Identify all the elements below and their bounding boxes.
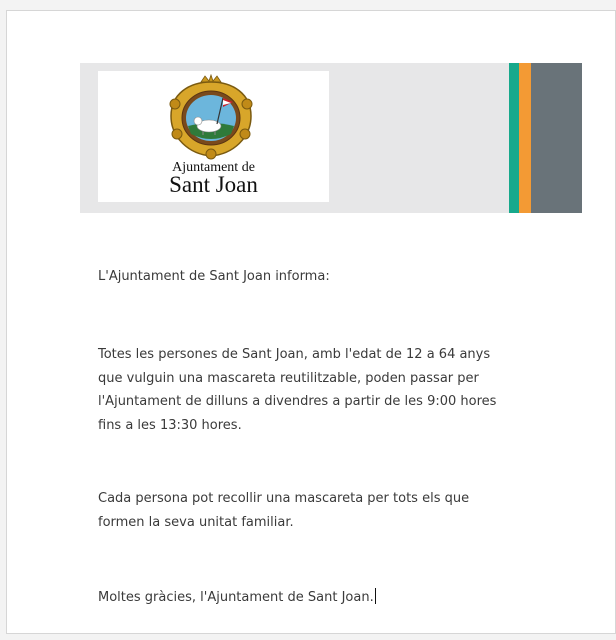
collection-paragraph xyxy=(98,487,469,534)
logo-text-line1: Ajuntament de xyxy=(172,160,255,175)
coat-of-arms-icon xyxy=(161,74,261,160)
document-page xyxy=(6,10,616,634)
logo xyxy=(98,71,329,202)
text-line: Cada persona pot recollir una mascareta per tots els que xyxy=(98,491,470,506)
text-line: que vulguin una mascareta reutilitzable, poden passar per xyxy=(98,370,479,386)
header-banner xyxy=(80,63,582,213)
intro-paragraph: L'Ajuntament de Sant Joan informa: xyxy=(98,269,330,284)
text-line: formen la seva unitat familiar. xyxy=(98,514,294,530)
closing-paragraph[interactable] xyxy=(98,586,376,610)
closing-text: Moltes gràcies, l'Ajuntament de Sant Joan. xyxy=(98,590,374,605)
text-line: Totes les persones de Sant Joan, amb l'edat de 12 a 64 anys xyxy=(98,347,491,362)
text-cursor xyxy=(375,588,376,604)
accent-stripe-orange xyxy=(519,63,531,213)
accent-stripe-gray xyxy=(531,63,582,213)
accent-stripe-teal xyxy=(509,63,519,213)
logo-text-line2: Sant Joan xyxy=(169,172,258,197)
text-line: l'Ajuntament de dilluns a divendres a partir de les 9:00 hores xyxy=(98,394,497,409)
text-line: fins a les 13:30 hores. xyxy=(98,417,242,433)
info-paragraph xyxy=(98,343,496,437)
